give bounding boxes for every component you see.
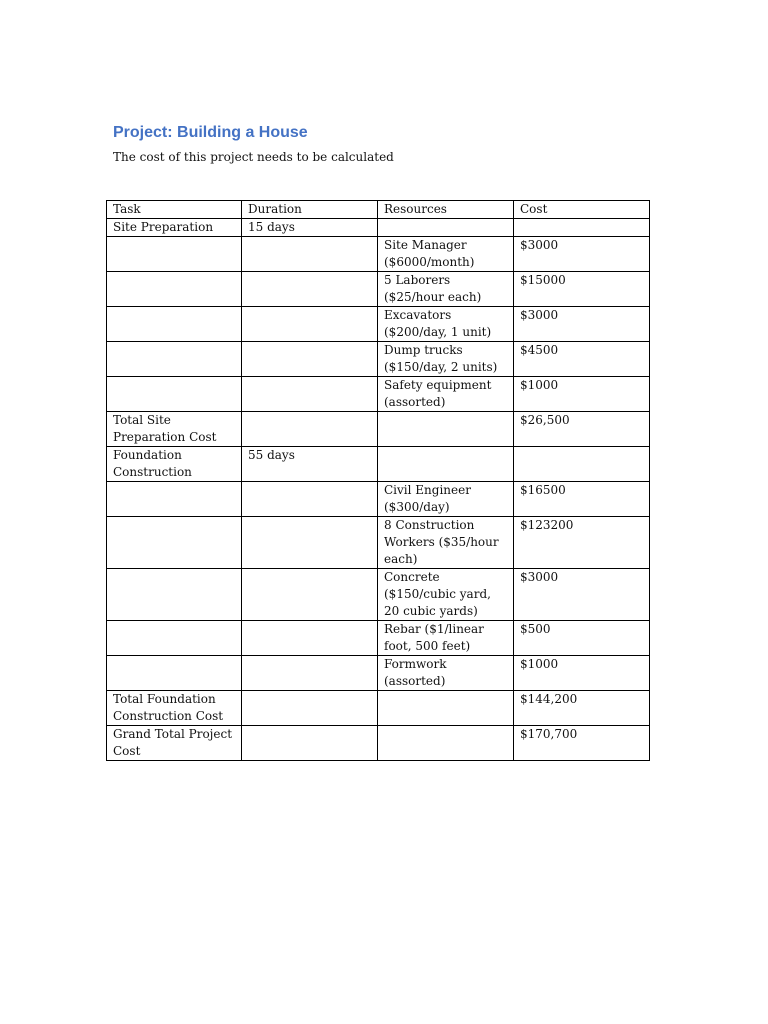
- table-row: [107, 621, 650, 656]
- duration-cell: [242, 691, 378, 726]
- table-row: [107, 272, 650, 307]
- table-row: [107, 342, 650, 377]
- duration-cell: [242, 342, 378, 377]
- table-row: [107, 656, 650, 691]
- cost-cell: $15000: [514, 272, 650, 307]
- duration-cell: [242, 482, 378, 517]
- cost-cell: $500: [514, 621, 650, 656]
- resources-cell: [378, 412, 514, 447]
- cost-cell: $144,200: [514, 691, 650, 726]
- cost-cell: $170,700: [514, 726, 650, 761]
- table-row: [107, 726, 650, 761]
- resources-cell: Concrete ($150/cubic yard, 20 cubic yards): [378, 569, 514, 621]
- table-row: [107, 569, 650, 621]
- resources-cell: Formwork (assorted): [378, 656, 514, 691]
- cost-table-body: [107, 201, 650, 761]
- table-row: [107, 517, 650, 569]
- duration-cell: [242, 412, 378, 447]
- task-cell: [107, 342, 242, 377]
- table-row: [107, 377, 650, 412]
- duration-cell: [242, 656, 378, 691]
- cost-cell: $4500: [514, 342, 650, 377]
- cost-cell: $3000: [514, 237, 650, 272]
- cost-cell: [514, 219, 650, 237]
- resources-cell: [378, 691, 514, 726]
- task-cell: Total Site Preparation Cost: [107, 412, 242, 447]
- cost-cell: $3000: [514, 307, 650, 342]
- cost-cell: $26,500: [514, 412, 650, 447]
- duration-cell: [242, 237, 378, 272]
- resources-cell: Site Manager ($6000/month): [378, 237, 514, 272]
- task-cell: [107, 307, 242, 342]
- task-cell: [107, 482, 242, 517]
- table-row: [107, 482, 650, 517]
- table-row: [107, 219, 650, 237]
- cost-cell: $16500: [514, 482, 650, 517]
- table-row: [107, 447, 650, 482]
- header-task: Task: [107, 201, 242, 219]
- resources-cell: [378, 726, 514, 761]
- task-cell: [107, 621, 242, 656]
- duration-cell: [242, 569, 378, 621]
- resources-cell: Civil Engineer ($300/day): [378, 482, 514, 517]
- resources-cell: Rebar ($1/linear foot, 500 feet): [378, 621, 514, 656]
- task-cell: [107, 272, 242, 307]
- resources-cell: Safety equipment (assorted): [378, 377, 514, 412]
- cost-cell: $123200: [514, 517, 650, 569]
- task-cell: Total Foundation Construction Cost: [107, 691, 242, 726]
- resources-cell: Dump trucks ($150/day, 2 units): [378, 342, 514, 377]
- task-cell: [107, 237, 242, 272]
- header-duration: Duration: [242, 201, 378, 219]
- header-resources: Resources: [378, 201, 514, 219]
- resources-cell: [378, 219, 514, 237]
- table-row: [107, 307, 650, 342]
- document-title: Project: Building a House: [113, 124, 308, 141]
- duration-cell: [242, 517, 378, 569]
- resources-cell: 5 Laborers ($25/hour each): [378, 272, 514, 307]
- task-cell: Site Preparation: [107, 219, 242, 237]
- task-cell: [107, 377, 242, 412]
- duration-cell: [242, 621, 378, 656]
- cost-cell: $1000: [514, 656, 650, 691]
- table-row: [107, 412, 650, 447]
- cost-table: [106, 200, 650, 761]
- table-row: [107, 237, 650, 272]
- task-cell: [107, 517, 242, 569]
- duration-cell: 15 days: [242, 219, 378, 237]
- task-cell: [107, 569, 242, 621]
- resources-cell: Excavators ($200/day, 1 unit): [378, 307, 514, 342]
- resources-cell: 8 Construction Workers ($35/hour each): [378, 517, 514, 569]
- duration-cell: 55 days: [242, 447, 378, 482]
- cost-cell: [514, 447, 650, 482]
- duration-cell: [242, 726, 378, 761]
- cost-cell: $3000: [514, 569, 650, 621]
- document-subtitle: The cost of this project needs to be calculated: [113, 150, 394, 164]
- duration-cell: [242, 272, 378, 307]
- cost-cell: $1000: [514, 377, 650, 412]
- task-cell: [107, 656, 242, 691]
- task-cell: Foundation Construction: [107, 447, 242, 482]
- resources-cell: [378, 447, 514, 482]
- duration-cell: [242, 377, 378, 412]
- table-header-row: [107, 201, 650, 219]
- duration-cell: [242, 307, 378, 342]
- task-cell: Grand Total Project Cost: [107, 726, 242, 761]
- table-row: [107, 691, 650, 726]
- header-cost: Cost: [514, 201, 650, 219]
